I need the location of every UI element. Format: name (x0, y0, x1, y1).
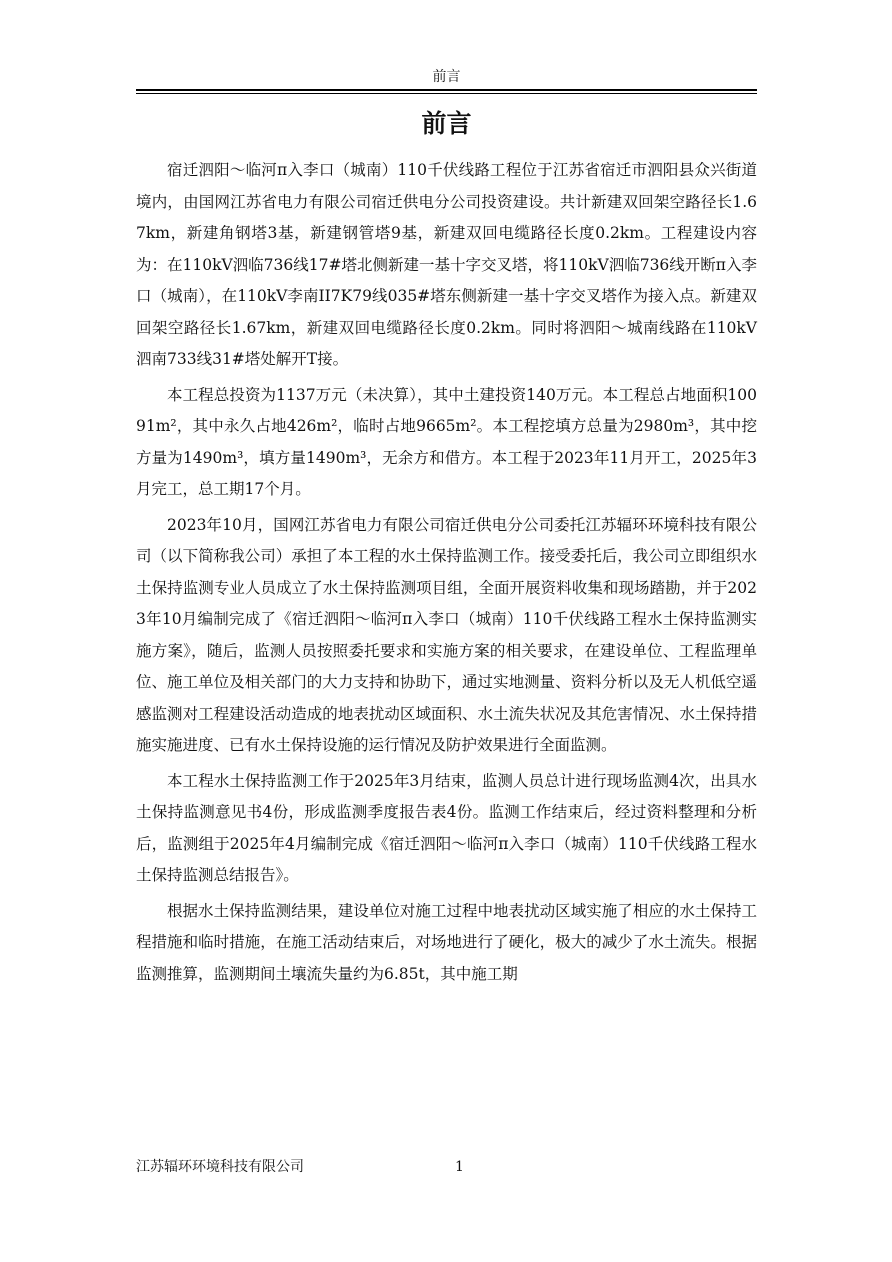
paragraph-commission: 2023年10月，国网江苏省电力有限公司宿迁供电分公司委托江苏辐环环境科技有限公司（以下简称我公司）承担了本工程的水土保持监测工作。接受委托后，我公司立即组织水土保持监测专业人员成立了水土保持监测项目组，全面开展资料收集和现场踏勘，并于2023年10月编制完成了《宿迁泗阳～临河π入李口（城南）110千伏线路工程水土保持监测实施方案》，随后，监测人员按照委托要求和实施方案的相关要求，在建设单位、工程监理单位、施工单位及相关部门的大力支持和协助下，通过实地测量、资料分析以及无人机低空遥感监测对工程建设活动造成的地表扰动区域面积、水土流失状况及其危害情况、水土保持措施实施进度、已有水土保持设施的运行情况及防护效果进行全面监测。 (136, 515, 757, 754)
footer-page-number: 1 (455, 1159, 464, 1175)
paragraph-results: 根据水土保持监测结果，建设单位对施工过程中地表扰动区域实施了相应的水土保持工程措施和临时措施，在施工活动结束后，对场地进行了硬化，极大的减少了水土流失。根据监测推算，监测期间土壤流失量约为6.85t，其中施工期 (136, 901, 757, 983)
page-title: 前言 (421, 109, 472, 138)
header-rule-thin (136, 93, 757, 94)
body-text (136, 155, 757, 994)
paragraph-investment: 本工程总投资为1137万元（未决算），其中土建投资140万元。本工程总占地面积10091m²，其中永久占地426m²，临时占地9665m²。本工程挖填方总量为2980m³，其中挖方量为1490m³，填方量1490m³，无余方和借方。本工程于2023年11月开工，2025年3月完工，总工期17个月。 (136, 385, 757, 498)
running-header: 前言 (432, 69, 461, 85)
paragraph-monitoring-work: 本工程水土保持监测工作于2025年3月结束，监测人员总计进行现场监测4次，出具水土保持监测意见书4份，形成监测季度报告表4份。监测工作结束后，经过资料整理和分析后，监测组于2025年4月编制完成《宿迁泗阳～临河π入李口（城南）110千伏线路工程水土保持监测总结报告》。 (136, 771, 757, 884)
header-rule-thick (136, 89, 757, 91)
footer-company: 江苏辐环环境科技有限公司 (136, 1159, 304, 1175)
paragraph-project-overview: 宿迁泗阳～临河π入李口（城南）110千伏线路工程位于江苏省宿迁市泗阳县众兴街道境内，由国网江苏省电力有限公司宿迁供电分公司投资建设。共计新建双回架空路径长1.67km，新建角钢塔3基，新建钢管塔9基，新建双回电缆路径长度0.2km。工程建设内容为：在110kV泗临736线17#塔北侧新建一基十字交叉塔，将110kV泗临736线开断π入李口（城南），在110kV李南II7K79线035#塔东侧新建一基十字交叉塔作为接入点。新建双回架空路径长1.67km，新建双回电缆路径长度0.2km。同时将泗阳～城南线路在110kV泗南733线31#塔处解开T接。 (136, 161, 757, 368)
